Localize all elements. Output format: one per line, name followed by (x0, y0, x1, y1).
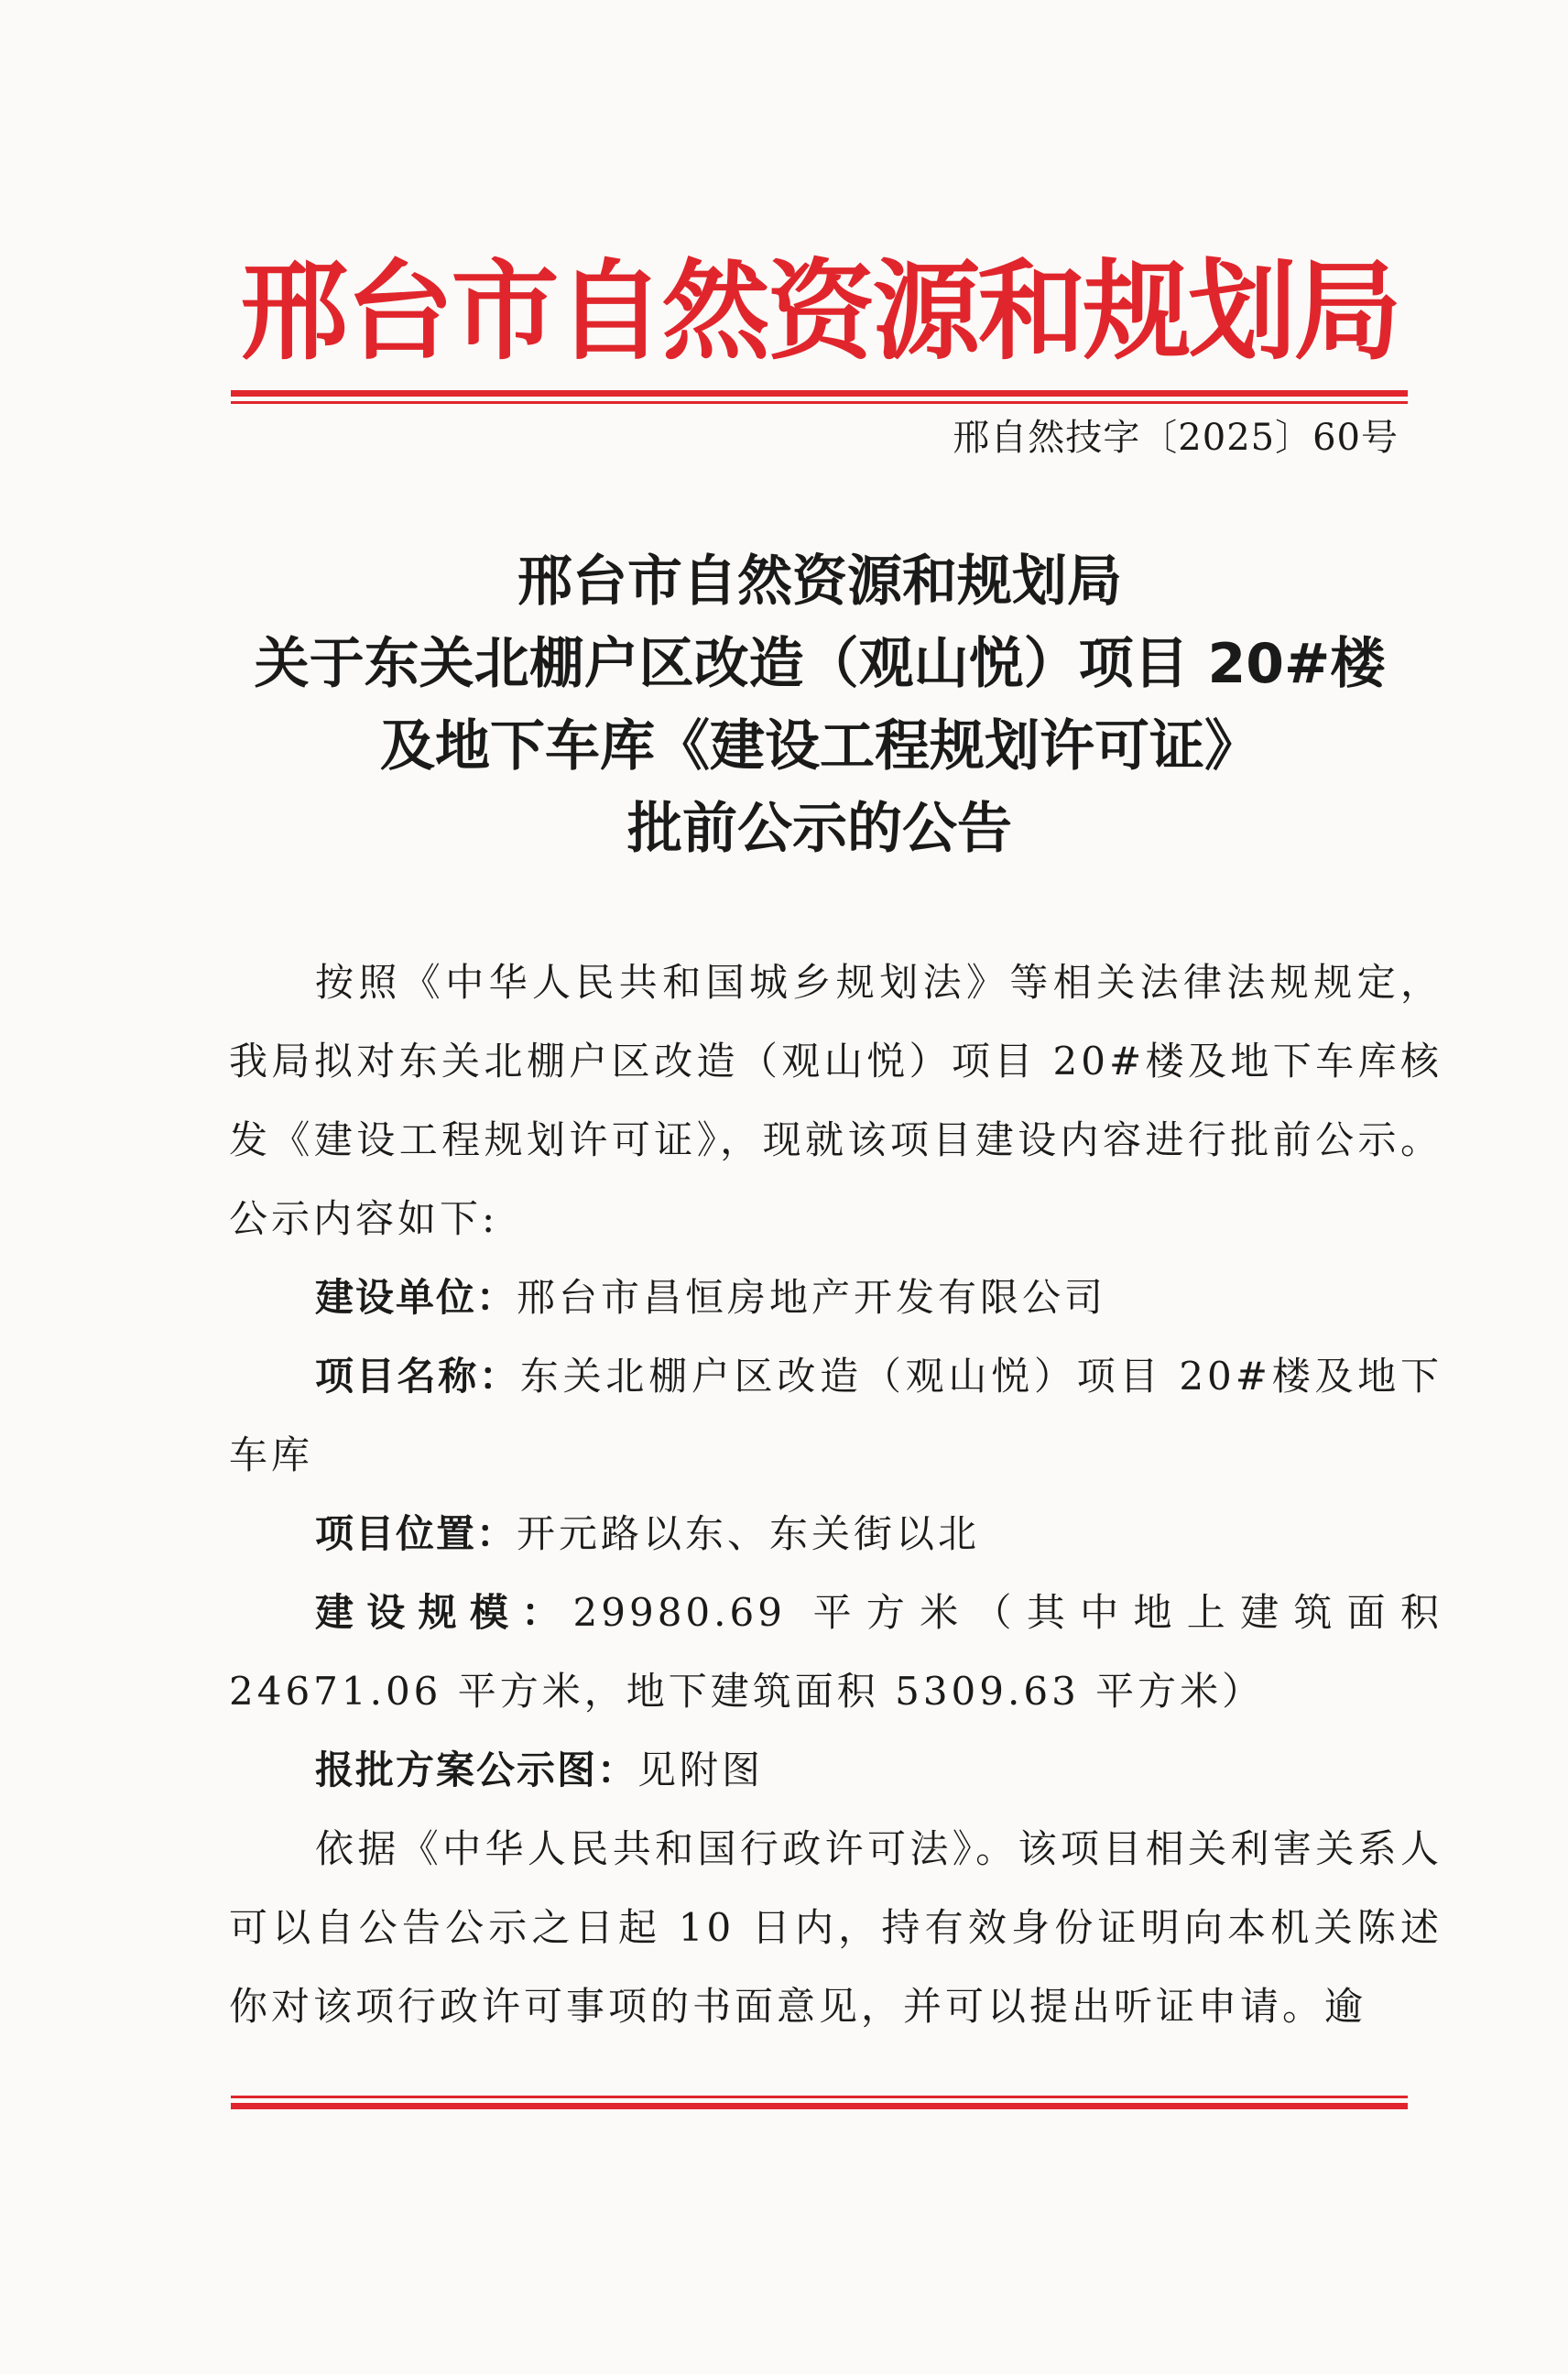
field-scheme-drawing (229, 1731, 1443, 1810)
field-value: 东关北棚户区改造（观山悦）项目 20#楼及地下车库 (229, 1354, 1443, 1477)
field-value: 开元路以东、东关街以北 (517, 1511, 981, 1556)
field-value: 29980.69 平方米（其中地上建筑面积 24671.06 平方米，地下建筑面积 5309.63 平方米） (229, 1590, 1443, 1714)
title-line: 邢台市自然资源和规划局 (517, 550, 1122, 614)
field-label: 项目位置： (315, 1511, 517, 1556)
field-label: 建设单位： (315, 1275, 517, 1320)
masthead-red-rule (231, 390, 1408, 404)
field-label: 建设规模： (315, 1590, 573, 1635)
notice-body (229, 943, 1443, 2046)
footer-red-rule (231, 2096, 1408, 2109)
field-project-name (229, 1337, 1443, 1495)
field-value: 邢台市昌恒房地产开发有限公司 (517, 1275, 1107, 1320)
title-line: 关于东关北棚户区改造（观山悦）项目 20#楼 (254, 632, 1386, 696)
document-number: 邢自然技字〔2025〕60号 (953, 417, 1399, 459)
field-project-location (229, 1495, 1443, 1574)
field-construction-unit (229, 1258, 1443, 1337)
title-line: 批前公示的公告 (627, 797, 1012, 861)
title-line: 及地下车库《建设工程规划许可证》 (380, 714, 1259, 779)
agency-masthead: 邢台市自然资源和规划局 (240, 248, 1399, 375)
field-label: 项目名称： (315, 1354, 520, 1399)
intro-paragraph: 按照《中华人民共和国城乡规划法》等相关法律法规规定，我局拟对东关北棚户区改造（观山悦）项目 20#楼及地下车库核发《建设工程规划许可证》，现就该项目建设内容进行批前公示。公示内容如下: (229, 960, 1443, 1241)
closing-paragraph: 依据《中华人民共和国行政许可法》。该项目相关利害关系人可以自公告公示之日起 10 日内，持有效身份证明向本机关陈述你对该项行政许可事项的书面意见，并可以提出听证申请。逾 (229, 1826, 1443, 2029)
field-label: 报批方案公示图： (315, 1748, 638, 1792)
notice-title (183, 540, 1456, 870)
field-value: 见附图 (637, 1748, 765, 1792)
field-construction-scale (229, 1574, 1443, 1731)
